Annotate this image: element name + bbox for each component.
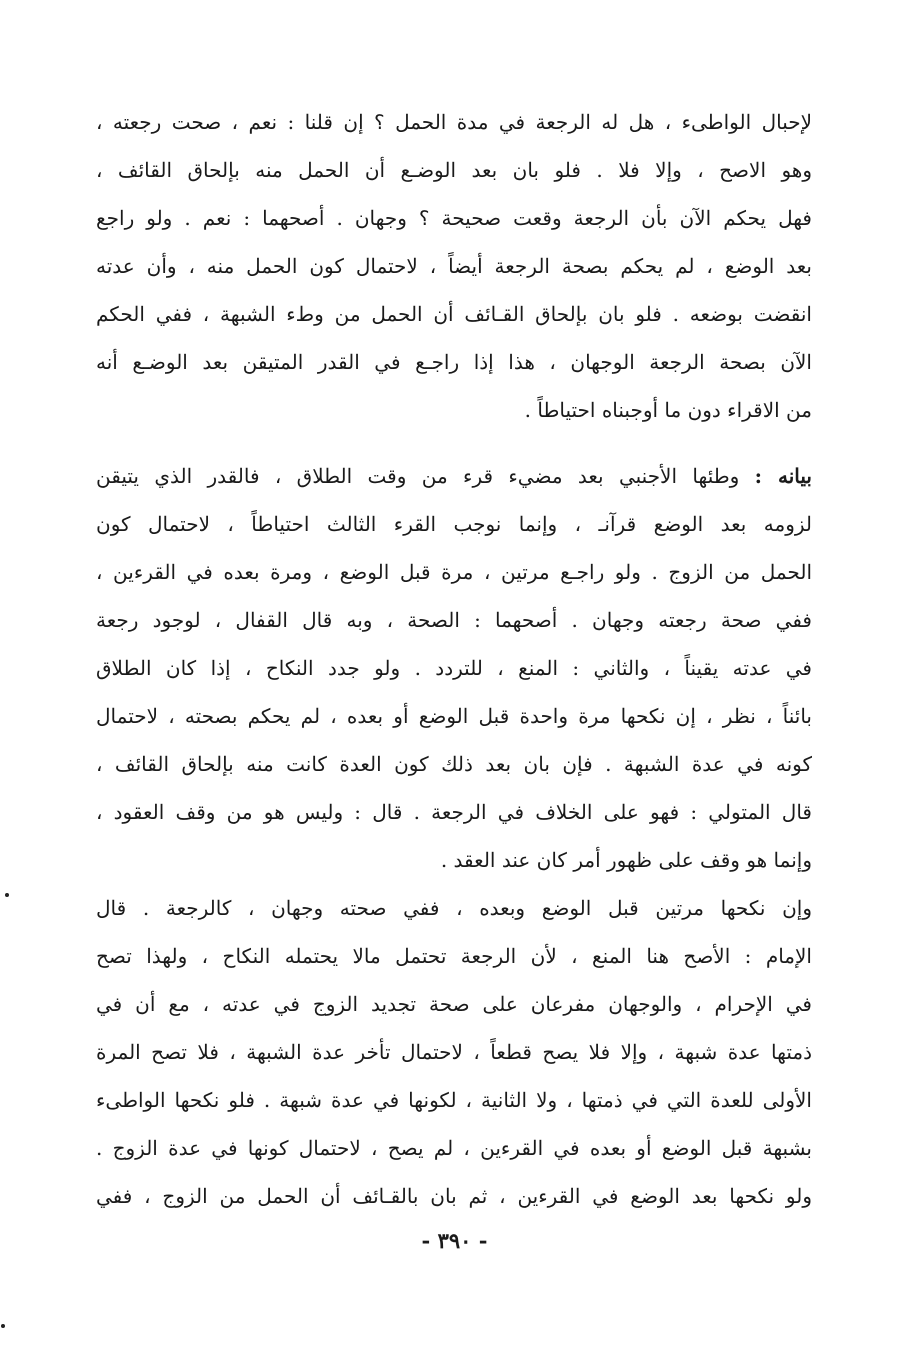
text-line: وهو الاصح ، وإلا فلا . فلو بان بعد الوضـع أن الحمل منه بإلحاق القائف ، <box>96 158 812 182</box>
text-line-first <box>96 452 812 500</box>
text-line: من الاقراء دون ما أوجبناه احتياطاً . <box>524 398 812 422</box>
text-line: وإن نكحها مرتين قبل الوضع وبعده ، ففي صحته وجهان ، كالرجعة . قال <box>96 896 812 920</box>
paragraph-1 <box>96 98 812 434</box>
text-line: الإمام : الأصح هنا المنع ، لأن الرجعة تحتمل مالا يحتمله النكاح ، ولهذا تصح <box>96 944 812 968</box>
text-line: بعد الوضع ، لم يحكم بصحة الرجعة أيضاً ، لاحتمال كون الحمل منه ، وأن عدته <box>96 254 812 278</box>
text-line: ذمتها عدة شبهة ، وإلا فلا يصح قطعاً ، لاحتمال تأخر عدة الشبهة ، فلا تصح المرة <box>96 1040 812 1064</box>
scan-speck <box>5 893 9 897</box>
text-line: فهل يحكم الآن بأن الرجعة وقعت صحيحة ؟ وجهان . أصحهما : نعم . ولو راجع <box>96 206 812 230</box>
paragraph-lead: بيانه : <box>754 464 812 488</box>
text-line: بشبهة قبل الوضع أو بعده في القرءين ، لم يصح ، لاحتمال كونها في عدة الزوج . <box>96 1136 812 1160</box>
text-line: في عدته يقيناً ، والثاني : المنع ، للتردد . ولو جدد النكاح ، إذا كان الطلاق <box>96 656 812 680</box>
text-line: الحمل من الزوج . ولو راجـع مرتين ، مرة قبل الوضع ، ومرة بعده في القرءين ، <box>96 560 812 584</box>
text-line: الأولى للعدة التي في ذمتها ، ولا الثانية ، لكونها في عدة شبهة . فلو نكحها الواطىء <box>96 1088 812 1112</box>
scan-speck <box>1 1324 5 1328</box>
text-line: انقضت بوضعه . فلو بان بإلحاق القـائف أن الحمل من وطء الشبهة ، ففي الحكم <box>96 302 812 326</box>
text-line: لزومه بعد الوضع قرآنـ ، وإنما نوجب القرء الثالث احتياطاً ، لاحتمال كون <box>96 512 812 536</box>
text-line: الآن بصحة الرجعة الوجهان ، هذا إذا راجـع في القدر المتيقن بعد الوضـع أنه <box>96 350 812 374</box>
text-line: كونه في عدة الشبهة . فإن بان بعد ذلك كون العدة كانت منه بإلحاق القائف ، <box>96 752 812 776</box>
paragraph-3 <box>96 884 812 1220</box>
paragraph-2 <box>96 452 812 884</box>
text-line: في الإحرام ، والوجهان مفرعان على صحة تجديد الزوج في عدته ، مع أن في <box>96 992 812 1016</box>
text-line-rest: وطئها الأجنبي بعد مضيء قرء من وقت الطلاق ، فالقدر الذي يتيقن <box>96 464 755 488</box>
text-line: لإحبال الواطىء ، هل له الرجعة في مدة الحمل ؟ إن قلنا : نعم ، صحت رجعته ، <box>96 110 812 134</box>
page-number: - ٣٩٠ - <box>421 1228 488 1253</box>
text-line: ففي صحة رجعته وجهان . أصحهما : الصحة ، وبه قال القفال ، لوجود رجعة <box>96 608 812 632</box>
text-line: قال المتولي : فهو على الخلاف في الرجعة . قال : وليس هو من وقف العقود ، <box>96 800 812 824</box>
text-line: بائناً ، نظر ، إن نكحها مرة واحدة قبل الوضع أو بعده ، لم يحكم بصحته ، لاحتمال <box>96 704 812 728</box>
text-line: وإنما هو وقف على ظهور أمر كان عند العقد . <box>440 848 812 872</box>
text-line: ولو نكحها بعد الوضع في القرءين ، ثم بان بالقـائف أن الحمل من الزوج ، ففي <box>96 1184 812 1208</box>
